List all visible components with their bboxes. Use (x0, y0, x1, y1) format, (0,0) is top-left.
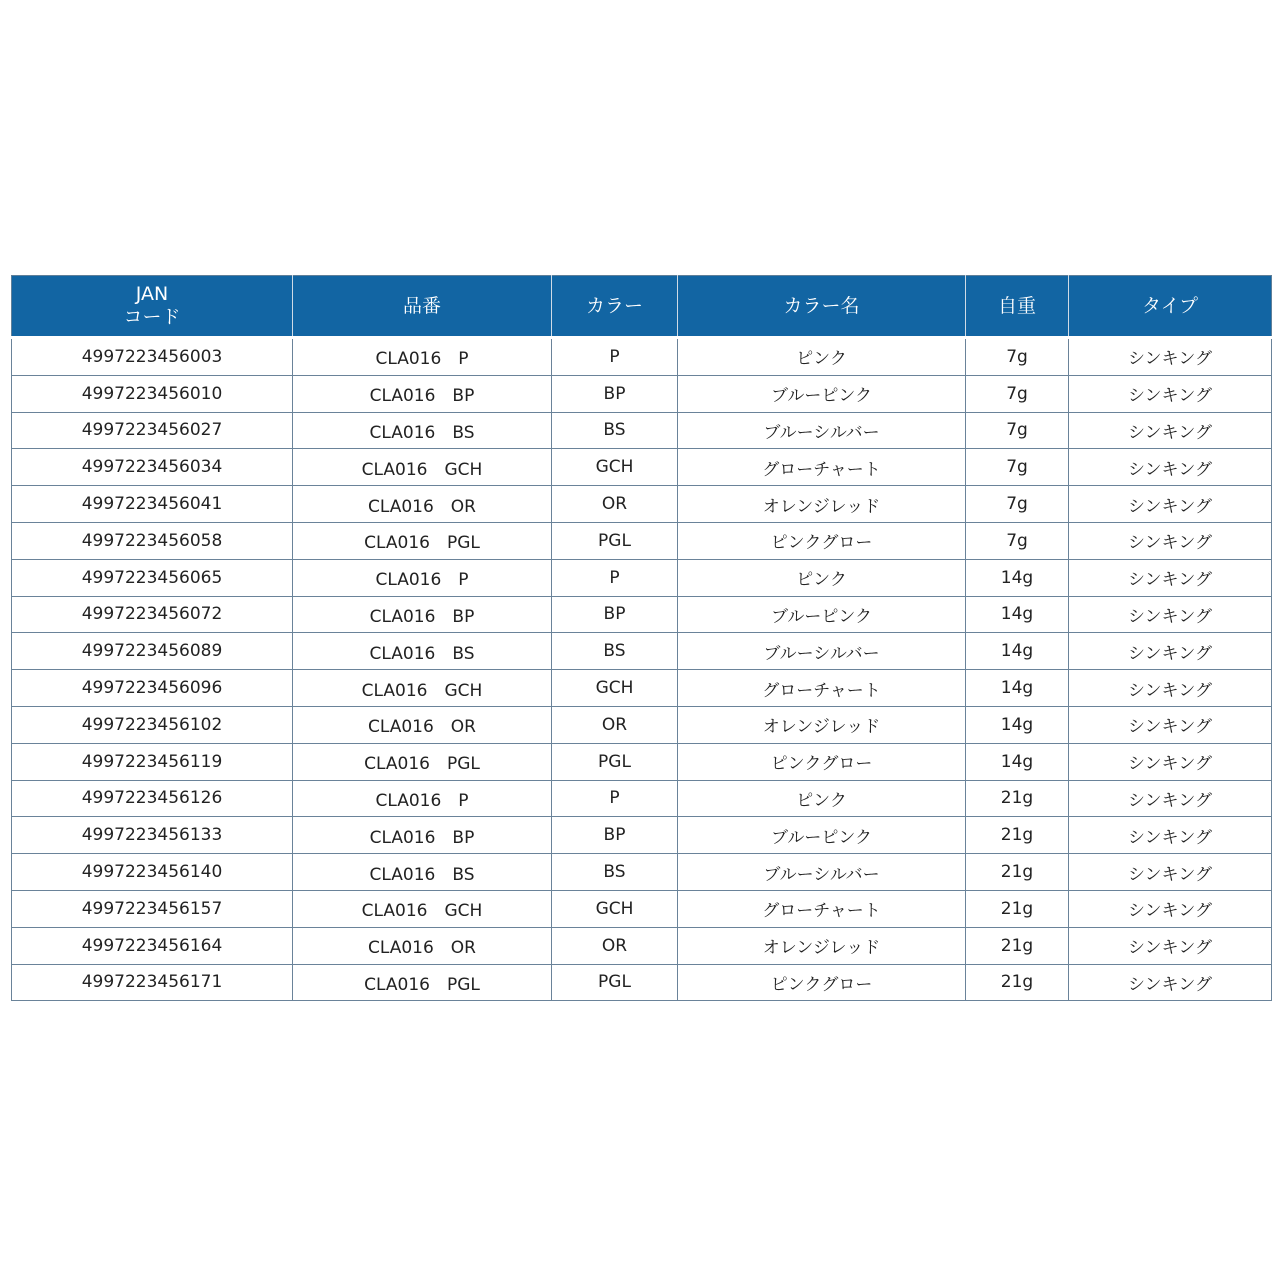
cell-color-name: グローチャート (678, 890, 966, 927)
cell-jan-code: 4997223456058 (12, 522, 293, 559)
cell-jan-code: 4997223456126 (12, 780, 293, 817)
cell-color: BS (552, 854, 678, 891)
cell-hinban: CLA016 OR (293, 486, 552, 523)
table-row (12, 817, 1272, 854)
cell-weight: 21g (966, 927, 1069, 964)
cell-type: シンキング (1069, 633, 1272, 670)
table-row (12, 854, 1272, 891)
cell-type: シンキング (1069, 890, 1272, 927)
cell-color: BP (552, 375, 678, 412)
cell-weight: 21g (966, 817, 1069, 854)
cell-weight: 14g (966, 559, 1069, 596)
cell-color: PGL (552, 522, 678, 559)
cell-color-name: ブルーピンク (678, 596, 966, 633)
cell-jan-code: 4997223456034 (12, 449, 293, 486)
cell-type: シンキング (1069, 854, 1272, 891)
cell-color: BS (552, 412, 678, 449)
cell-jan-code: 4997223456164 (12, 927, 293, 964)
cell-type: シンキング (1069, 927, 1272, 964)
cell-type: シンキング (1069, 486, 1272, 523)
cell-weight: 7g (966, 449, 1069, 486)
cell-type: シンキング (1069, 743, 1272, 780)
cell-color: P (552, 559, 678, 596)
cell-weight: 21g (966, 964, 1069, 1001)
cell-hinban: CLA016 P (293, 559, 552, 596)
cell-weight: 14g (966, 743, 1069, 780)
table-row (12, 522, 1272, 559)
cell-type: シンキング (1069, 596, 1272, 633)
header-color: カラー (552, 276, 678, 338)
cell-weight: 14g (966, 670, 1069, 707)
cell-type: シンキング (1069, 817, 1272, 854)
table-row (12, 338, 1272, 376)
cell-hinban: CLA016 BP (293, 375, 552, 412)
cell-type: シンキング (1069, 522, 1272, 559)
cell-jan-code: 4997223456096 (12, 670, 293, 707)
header-color-name: カラー名 (678, 276, 966, 338)
cell-weight: 14g (966, 706, 1069, 743)
table-header (12, 276, 1272, 338)
cell-weight: 21g (966, 890, 1069, 927)
header-weight: 自重 (966, 276, 1069, 338)
cell-color: P (552, 338, 678, 376)
cell-color: GCH (552, 890, 678, 927)
header-type: タイプ (1069, 276, 1272, 338)
cell-jan-code: 4997223456140 (12, 854, 293, 891)
cell-type: シンキング (1069, 780, 1272, 817)
cell-color-name: ブルーシルバー (678, 633, 966, 670)
cell-type: シンキング (1069, 670, 1272, 707)
cell-color-name: オレンジレッド (678, 706, 966, 743)
cell-jan-code: 4997223456133 (12, 817, 293, 854)
cell-jan-code: 4997223456157 (12, 890, 293, 927)
cell-color-name: オレンジレッド (678, 486, 966, 523)
table-row (12, 449, 1272, 486)
cell-hinban: CLA016 BP (293, 817, 552, 854)
cell-hinban: CLA016 BP (293, 596, 552, 633)
cell-weight: 14g (966, 596, 1069, 633)
cell-jan-code: 4997223456171 (12, 964, 293, 1001)
header-jan-line1: JAN (135, 283, 169, 305)
cell-hinban: CLA016 P (293, 780, 552, 817)
cell-color-name: ピンク (678, 559, 966, 596)
cell-jan-code: 4997223456027 (12, 412, 293, 449)
cell-hinban: CLA016 GCH (293, 449, 552, 486)
table-body (12, 338, 1272, 1001)
cell-hinban: CLA016 OR (293, 706, 552, 743)
cell-color: PGL (552, 964, 678, 1001)
table-row (12, 633, 1272, 670)
cell-hinban: CLA016 P (293, 338, 552, 376)
cell-hinban: CLA016 BS (293, 633, 552, 670)
cell-color: GCH (552, 449, 678, 486)
table-row (12, 670, 1272, 707)
cell-type: シンキング (1069, 412, 1272, 449)
cell-color-name: ピンクグロー (678, 743, 966, 780)
table-row (12, 927, 1272, 964)
product-spec-table (11, 275, 1272, 1001)
cell-jan-code: 4997223456065 (12, 559, 293, 596)
header-jan-line2: コード (123, 306, 181, 328)
cell-color-name: ブルーシルバー (678, 412, 966, 449)
table-row (12, 596, 1272, 633)
table-row (12, 706, 1272, 743)
cell-hinban: CLA016 PGL (293, 522, 552, 559)
cell-color: OR (552, 927, 678, 964)
cell-weight: 7g (966, 412, 1069, 449)
cell-jan-code: 4997223456010 (12, 375, 293, 412)
cell-color: OR (552, 706, 678, 743)
cell-type: シンキング (1069, 964, 1272, 1001)
cell-jan-code: 4997223456072 (12, 596, 293, 633)
cell-weight: 7g (966, 375, 1069, 412)
cell-type: シンキング (1069, 449, 1272, 486)
table-row (12, 375, 1272, 412)
cell-color-name: ブルーシルバー (678, 854, 966, 891)
cell-color: P (552, 780, 678, 817)
table-row (12, 486, 1272, 523)
cell-jan-code: 4997223456041 (12, 486, 293, 523)
cell-color-name: ピンク (678, 780, 966, 817)
cell-color: BP (552, 596, 678, 633)
cell-color-name: ブルーピンク (678, 375, 966, 412)
cell-color-name: ピンクグロー (678, 964, 966, 1001)
header-jan-code (12, 276, 293, 338)
cell-hinban: CLA016 PGL (293, 743, 552, 780)
table-row (12, 964, 1272, 1001)
cell-weight: 14g (966, 633, 1069, 670)
cell-color: BP (552, 817, 678, 854)
cell-color: BS (552, 633, 678, 670)
cell-color-name: ブルーピンク (678, 817, 966, 854)
cell-weight: 21g (966, 854, 1069, 891)
header-row (12, 276, 1272, 338)
cell-hinban: CLA016 BS (293, 412, 552, 449)
table-row (12, 890, 1272, 927)
cell-color-name: グローチャート (678, 670, 966, 707)
cell-color-name: ピンク (678, 338, 966, 376)
cell-hinban: CLA016 OR (293, 927, 552, 964)
cell-jan-code: 4997223456119 (12, 743, 293, 780)
table-row (12, 780, 1272, 817)
table-row (12, 559, 1272, 596)
cell-color: GCH (552, 670, 678, 707)
cell-hinban: CLA016 PGL (293, 964, 552, 1001)
cell-color: OR (552, 486, 678, 523)
header-hinban: 品番 (293, 276, 552, 338)
cell-color-name: オレンジレッド (678, 927, 966, 964)
cell-type: シンキング (1069, 559, 1272, 596)
cell-weight: 7g (966, 486, 1069, 523)
cell-type: シンキング (1069, 338, 1272, 376)
cell-hinban: CLA016 BS (293, 854, 552, 891)
cell-color: PGL (552, 743, 678, 780)
cell-jan-code: 4997223456102 (12, 706, 293, 743)
cell-weight: 21g (966, 780, 1069, 817)
cell-weight: 7g (966, 338, 1069, 376)
cell-type: シンキング (1069, 375, 1272, 412)
table-row (12, 743, 1272, 780)
cell-jan-code: 4997223456003 (12, 338, 293, 376)
cell-weight: 7g (966, 522, 1069, 559)
cell-color-name: ピンクグロー (678, 522, 966, 559)
cell-hinban: CLA016 GCH (293, 890, 552, 927)
table-row (12, 412, 1272, 449)
cell-jan-code: 4997223456089 (12, 633, 293, 670)
cell-hinban: CLA016 GCH (293, 670, 552, 707)
cell-color-name: グローチャート (678, 449, 966, 486)
cell-type: シンキング (1069, 706, 1272, 743)
